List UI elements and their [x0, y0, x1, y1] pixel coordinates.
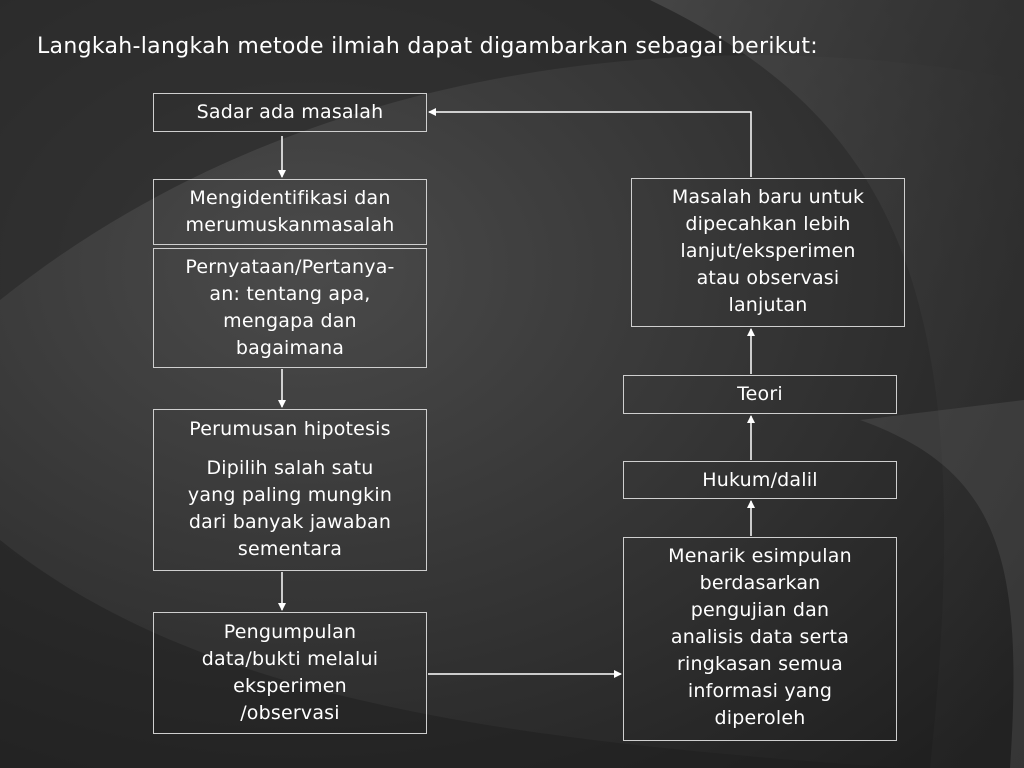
box-hipotesis-title: Perumusan hipotesis	[189, 418, 391, 440]
box-menarik-kesimpulan	[623, 537, 897, 741]
box-masalah-baru-label: Masalah baru untuk dipecahkan lebih lanjut/eksperimen atau observasi lanjutan	[671, 186, 865, 316]
box-hipotesis-body: Dipilih salah satu yang paling mungkin dari banyak jawaban sementara	[187, 457, 393, 560]
box-pengumpulan-data	[153, 612, 427, 734]
box-pengumpulan-label: Pengumpulan data/bukti melalui eksperimen /observasi	[201, 621, 379, 724]
box-mengidentifikasi-label: Mengidentifikasi dan merumuskanmasalah	[185, 187, 395, 236]
box-pernyataan-label: Pernyataan/Pertanya- an: tentang apa, mengapa dan bagaimana	[185, 256, 395, 359]
box-pernyataan	[153, 248, 427, 368]
box-mengidentifikasi	[153, 179, 427, 245]
box-sadar-ada-masalah	[153, 93, 427, 132]
slide-heading: Langkah-langkah metode ilmiah dapat digambarkan sebagai berikut:	[37, 34, 818, 59]
box-masalah-baru	[631, 178, 905, 327]
box-sadar-label: Sadar ada masalah	[196, 101, 384, 123]
box-hukum-label: Hukum/dalil	[702, 468, 818, 491]
box-teori	[623, 375, 897, 414]
box-hukum-dalil	[623, 461, 897, 499]
box-teori-label: Teori	[737, 383, 783, 405]
box-perumusan-hipotesis	[153, 409, 427, 571]
box-menarik-label: Menarik esimpulan berdasarkan pengujian dan analisis data serta ringkasan semua informasi yang diperoleh	[668, 545, 852, 729]
